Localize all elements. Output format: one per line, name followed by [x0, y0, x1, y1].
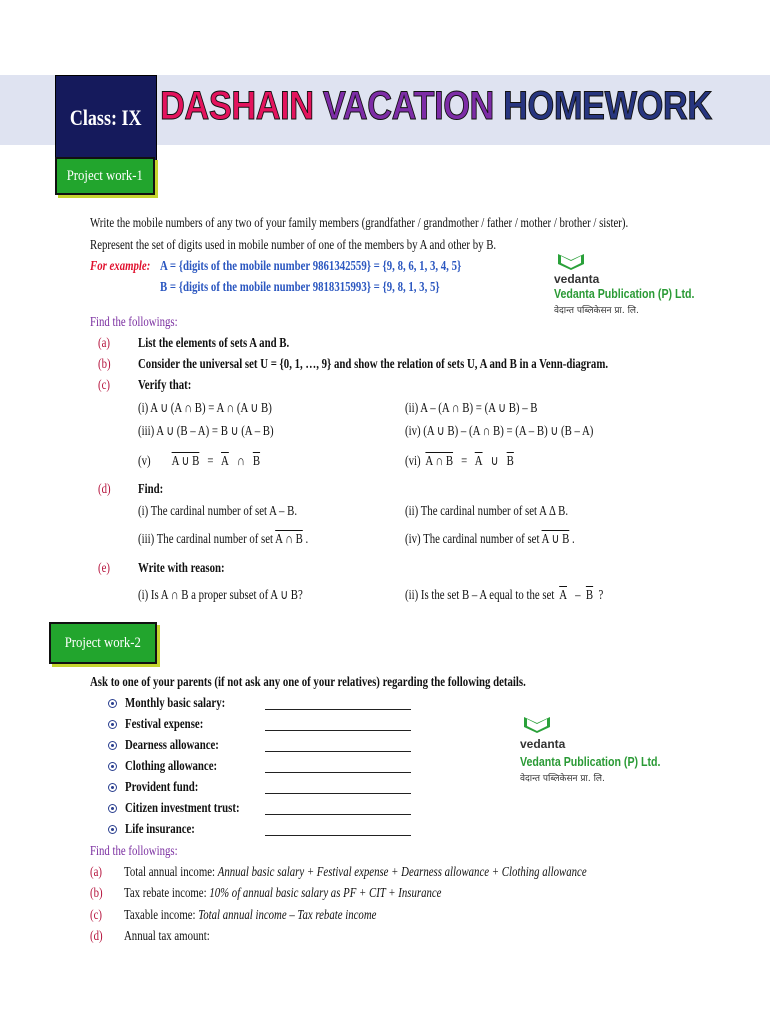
p2-intro: Ask to one of your parents (if not ask any one of your relatives) regarding the following details.: [90, 674, 526, 689]
item-c-iii: (iii) A ∪ (B – A) = B ∪ (A – B): [138, 423, 274, 438]
logo-brand: vedanta: [520, 737, 566, 751]
p2-item-a-text: Total annual income: Annual basic salary + Festival expense + Dearness allowance + Clothing allowance: [124, 864, 587, 879]
income-field-label: Monthly basic salary:: [125, 695, 226, 710]
p2-find-heading: Find the followings:: [90, 843, 178, 858]
logo-publisher: Vedanta Publication (P) Ltd.: [554, 287, 695, 301]
item-d-text: Find:: [138, 481, 164, 496]
vedanta-logo: [550, 250, 700, 318]
logo-nepali: वेदान्त पब्लिकेसन प्रा. लि.: [554, 306, 639, 316]
vedanta-logo-2: [516, 713, 666, 784]
item-c-label: (c): [98, 377, 110, 392]
project-work-2-badge: Project work-2: [49, 622, 157, 664]
p2-item-b-label: (b): [90, 885, 103, 900]
title-word-homework: HOMEWORK: [503, 84, 712, 128]
answer-blank-line: [265, 814, 411, 815]
example-label: For example:: [90, 258, 151, 273]
answer-blank-line: [265, 772, 411, 773]
item-d-iv: (iv) The cardinal number of set A ∪ B .: [405, 531, 575, 546]
income-field-label: Clothing allowance:: [125, 758, 218, 773]
item-d-label: (d): [98, 481, 111, 496]
item-c-vi: (vi) A ∩ B = $\overline{A}$ ∪ $\overline{B}$: [405, 453, 514, 468]
p2-item-d-text: Annual tax amount:: [124, 928, 210, 943]
answer-blank-line: [265, 709, 411, 710]
item-e-i: (i) Is A ∩ B a proper subset of A ∪ B?: [138, 587, 303, 602]
bullet-icon: [108, 741, 117, 750]
item-a-label: (a): [98, 335, 110, 350]
income-field-label: Festival expense:: [125, 716, 204, 731]
bullet-icon: [108, 699, 117, 708]
p2-item-a-label: (a): [90, 864, 102, 879]
item-c-ii: (ii) A – (A ∩ B) = (A ∪ B) – B: [405, 400, 538, 415]
item-e-ii: (ii) Is the set B – A equal to the set $\overline{A}$ – $\overline{B}$ ?: [405, 587, 604, 602]
item-a-text: List the elements of sets A and B.: [138, 335, 290, 350]
p1-find-heading: Find the followings:: [90, 314, 178, 329]
item-d-iii: (iii) The cardinal number of set A ∩ B .: [138, 531, 309, 546]
p2-item-b-text: Tax rebate income: 10% of annual basic salary as PF + CIT + Insurance: [124, 885, 442, 900]
income-field-label: Provident fund:: [125, 779, 199, 794]
bullet-icon: [108, 804, 117, 813]
answer-blank-line: [265, 793, 411, 794]
income-field-label: Dearness allowance:: [125, 737, 219, 752]
item-b-text: Consider the universal set U = {0, 1, …, 9} and show the relation of sets U, A and B in a Venn-diagram.: [138, 356, 609, 371]
answer-blank-line: [265, 730, 411, 731]
p1-intro-line2: Represent the set of digits used in mobile number of one of the members by A and other by B.: [90, 237, 497, 252]
class-label-box: [55, 75, 157, 161]
item-d-ii: (ii) The cardinal number of set A Δ B.: [405, 503, 569, 518]
overline-expr: A ∪ B: [171, 453, 200, 468]
item-d-i: (i) The cardinal number of set A – B.: [138, 503, 298, 518]
item-c-iv: (iv) (A ∪ B) – (A ∩ B) = (A – B) ∪ (B – A): [405, 423, 594, 438]
bullet-icon: [108, 783, 117, 792]
example-set-a: A = {digits of the mobile number 9861342559} = {9, 8, 6, 1, 3, 4, 5}: [160, 258, 462, 273]
income-field-label: Life insurance:: [125, 821, 195, 836]
p2-item-c-label: (c): [90, 907, 102, 922]
page-title: [160, 84, 712, 129]
item-e-label: (e): [98, 560, 110, 575]
title-word-dashain: DASHAIN: [160, 84, 314, 128]
answer-blank-line: [265, 835, 411, 836]
class-label: Class: IX: [70, 105, 142, 130]
bullet-icon: [108, 720, 117, 729]
logo-publisher: Vedanta Publication (P) Ltd.: [520, 755, 661, 769]
p2-item-c-text: Taxable income: Total annual income – Tax rebate income: [124, 907, 377, 922]
title-word-vacation: VACATION: [322, 84, 494, 128]
example-set-b: B = {digits of the mobile number 9818315993} = {9, 8, 1, 3, 5}: [160, 279, 440, 294]
logo-brand: vedanta: [554, 272, 600, 286]
bullet-icon: [108, 762, 117, 771]
bullet-icon: [108, 825, 117, 834]
project-work-1-badge: Project work-1: [55, 157, 155, 195]
item-c-text: Verify that:: [138, 377, 192, 392]
p1-intro-line1: Write the mobile numbers of any two of your family members (grandfather / grandmother / father / mother / brother / sister).: [90, 215, 629, 230]
item-c-v: (v) A ∪ B = $\overline{A}$ ∩ $\overline{B}$: [138, 453, 261, 468]
p2-item-d-label: (d): [90, 928, 103, 943]
item-c-i: (i) A ∪ (A ∩ B) = A ∩ (A ∪ B): [138, 400, 272, 415]
item-e-text: Write with reason:: [138, 560, 225, 575]
item-b-label: (b): [98, 356, 111, 371]
income-field-label: Citizen investment trust:: [125, 800, 240, 815]
answer-blank-line: [265, 751, 411, 752]
logo-nepali: वेदान्त पब्लिकेसन प्रा. लि.: [520, 774, 605, 784]
